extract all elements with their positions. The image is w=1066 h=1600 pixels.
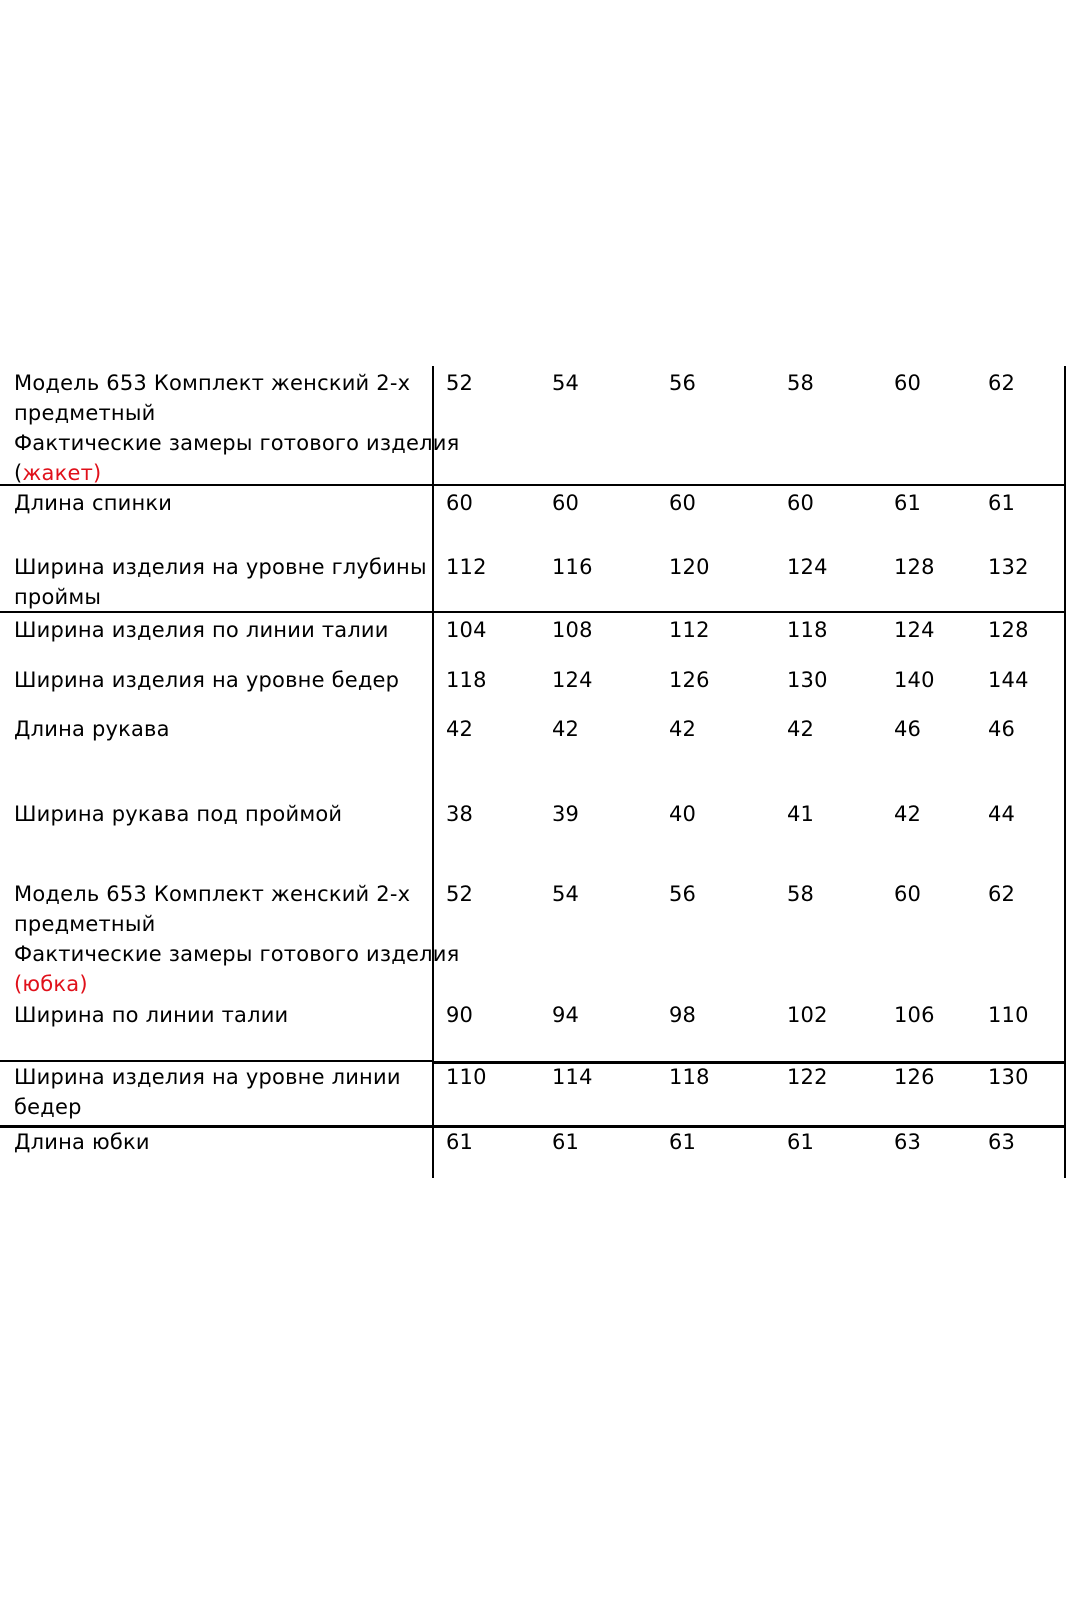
size-value: 58 [787, 882, 815, 906]
cell-value: 90 [446, 1003, 474, 1027]
cell-value: 132 [988, 555, 1029, 579]
jacket-header-line4 [14, 458, 101, 488]
row-divider [0, 611, 1066, 613]
cell-value: 130 [988, 1065, 1029, 1089]
row-label: Ширина рукава под проймой [14, 802, 343, 826]
cell-value: 39 [552, 802, 580, 826]
row-divider [0, 484, 1066, 486]
cell-value: 116 [552, 555, 593, 579]
cell-value: 60 [669, 491, 697, 515]
row-label: Длина юбки [14, 1130, 150, 1154]
row-label: Ширина по линии талии [14, 1003, 289, 1027]
cell-value: 124 [552, 668, 593, 692]
cell-value: 63 [988, 1130, 1016, 1154]
cell-value: 61 [552, 1130, 580, 1154]
size-value: 62 [988, 882, 1016, 906]
cell-value: 46 [894, 717, 922, 741]
cell-value: 63 [894, 1130, 922, 1154]
jacket-header-line2: предметный [14, 401, 156, 425]
cell-value: 46 [988, 717, 1016, 741]
row-label: Длина спинки [14, 491, 173, 515]
size-value: 62 [988, 371, 1016, 395]
jacket-garment-label: жакет) [22, 461, 102, 485]
cell-value: 42 [669, 717, 697, 741]
jacket-header-line3: Фактические замеры готового изделия [14, 431, 460, 455]
cell-value: 118 [446, 668, 487, 692]
skirt-header-line2: предметный [14, 912, 156, 936]
cell-value: 114 [552, 1065, 593, 1089]
row-label-line2: проймы [14, 585, 102, 609]
cell-value: 42 [787, 717, 815, 741]
row-label: Ширина изделия на уровне бедер [14, 668, 400, 692]
cell-value: 104 [446, 618, 487, 642]
cell-value: 128 [988, 618, 1029, 642]
size-value: 60 [894, 371, 922, 395]
size-chart-table [0, 366, 1066, 1178]
cell-value: 98 [669, 1003, 697, 1027]
cell-value: 128 [894, 555, 935, 579]
cell-value: 61 [446, 1130, 474, 1154]
jacket-header-line1: Модель 653 Комплект женский 2-х [14, 371, 411, 395]
cell-value: 110 [988, 1003, 1029, 1027]
size-value: 58 [787, 371, 815, 395]
row-label-line1: Ширина изделия на уровне глубины [14, 555, 427, 579]
cell-value: 106 [894, 1003, 935, 1027]
cell-value: 41 [787, 802, 815, 826]
cell-value: 112 [669, 618, 710, 642]
cell-value: 61 [988, 491, 1016, 515]
row-divider [432, 1061, 1066, 1064]
cell-value: 124 [787, 555, 828, 579]
cell-value: 44 [988, 802, 1016, 826]
size-value: 52 [446, 371, 474, 395]
paren: ( [14, 461, 23, 485]
cell-value: 102 [787, 1003, 828, 1027]
cell-value: 61 [669, 1130, 697, 1154]
cell-value: 60 [446, 491, 474, 515]
row-label: Ширина изделия по линии талии [14, 618, 389, 642]
cell-value: 118 [787, 618, 828, 642]
cell-value: 120 [669, 555, 710, 579]
cell-value: 118 [669, 1065, 710, 1089]
size-value: 54 [552, 882, 580, 906]
cell-value: 60 [552, 491, 580, 515]
cell-value: 130 [787, 668, 828, 692]
cell-value: 94 [552, 1003, 580, 1027]
cell-value: 42 [552, 717, 580, 741]
cell-value: 40 [669, 802, 697, 826]
skirt-header-line3: Фактические замеры готового изделия [14, 942, 460, 966]
cell-value: 110 [446, 1065, 487, 1089]
cell-value: 61 [894, 491, 922, 515]
skirt-garment-label: (юбка) [14, 972, 88, 996]
cell-value: 61 [787, 1130, 815, 1154]
size-value: 60 [894, 882, 922, 906]
cell-value: 140 [894, 668, 935, 692]
row-label-line1: Ширина изделия на уровне линии [14, 1065, 401, 1089]
cell-value: 38 [446, 802, 474, 826]
size-value: 54 [552, 371, 580, 395]
cell-value: 126 [894, 1065, 935, 1089]
size-value: 56 [669, 371, 697, 395]
row-label: Длина рукава [14, 717, 170, 741]
cell-value: 144 [988, 668, 1029, 692]
cell-value: 112 [446, 555, 487, 579]
cell-value: 108 [552, 618, 593, 642]
row-label-line2: бедер [14, 1095, 82, 1119]
skirt-header-line1: Модель 653 Комплект женский 2-х [14, 882, 411, 906]
cell-value: 124 [894, 618, 935, 642]
cell-value: 122 [787, 1065, 828, 1089]
cell-value: 60 [787, 491, 815, 515]
cell-value: 42 [894, 802, 922, 826]
size-value: 56 [669, 882, 697, 906]
size-value: 52 [446, 882, 474, 906]
cell-value: 42 [446, 717, 474, 741]
cell-value: 126 [669, 668, 710, 692]
column-divider [432, 366, 434, 1178]
